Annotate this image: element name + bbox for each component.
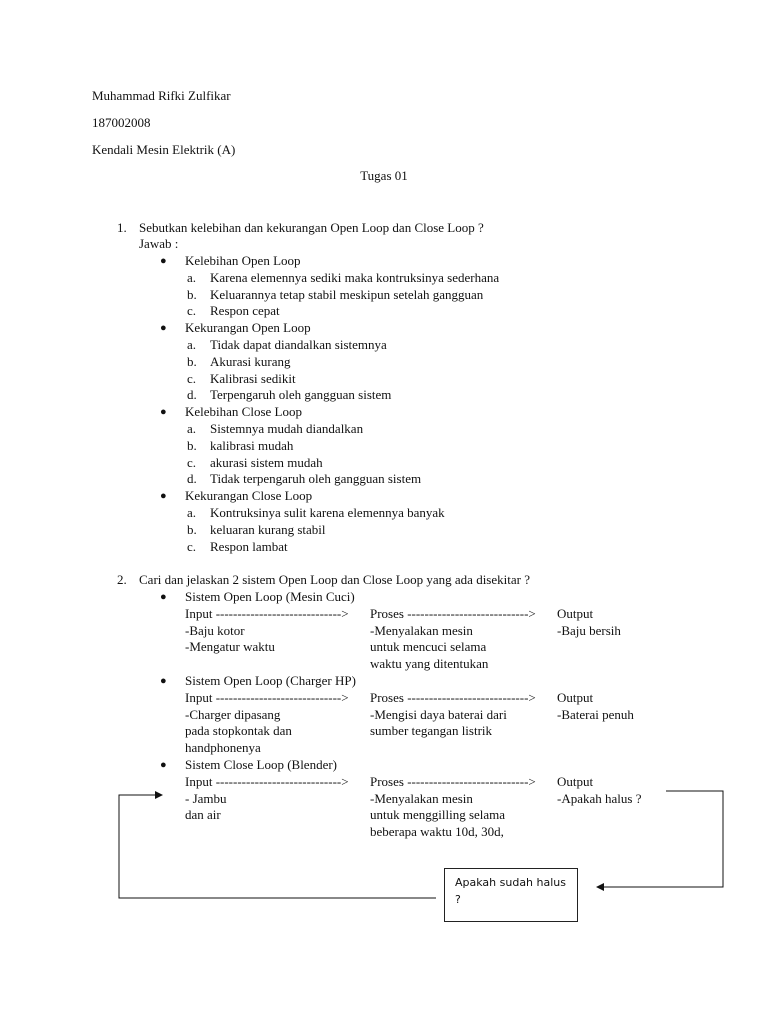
item-letter: a. [187,337,197,352]
item-letter: c. [187,538,197,554]
item-letter: c. [187,303,197,319]
document-title: Tugas 01 [360,168,408,183]
flow-input-label: Input -----------------------------> [185,605,349,621]
list-item: kalibrasi mudah [210,437,294,453]
flow-output-label: Output [557,605,594,621]
item-letter: b. [187,353,197,369]
section-title: Kelebihan Close Loop [185,404,302,420]
proses-text: untuk mencuci selama [370,639,487,655]
q1-answer-label: Jawab : [139,236,179,251]
input-text: - Jambu [185,790,227,806]
list-item: Kontruksinya sulit karena elemennya banyak [210,505,445,520]
course-name: Kendali Mesin Elektrik (A) [92,142,236,157]
proses-text: sumber tegangan listrik [370,723,493,739]
bullet-icon: ● [160,322,167,335]
item-letter: b. [187,521,197,537]
flow-proses-label: Proses ----------------------------> [370,773,536,789]
flow-input-label: Input -----------------------------> [185,689,349,705]
system-title: Sistem Open Loop (Mesin Cuci) [185,589,355,604]
list-item: Akurasi kurang [210,353,291,369]
feedback-line-left [119,795,436,898]
list-item: Tidak dapat diandalkan sistemnya [210,337,387,352]
item-letter: d. [187,471,197,487]
proses-text: beberapa waktu 10d, 30d, [370,824,504,840]
bullet-icon: ● [160,759,167,771]
flow-proses-label: Proses ----------------------------> [370,605,536,621]
bullet-icon: ● [160,406,167,419]
student-id: 187002008 [92,115,151,130]
q2-question: Cari dan jelaskan 2 sistem Open Loop dan Close Loop yang ada disekitar ? [139,572,530,587]
list-item: Sistemnya mudah diandalkan [210,421,364,436]
list-item: Tidak terpengaruh oleh gangguan sistem [210,471,422,487]
flow-output-label: Output [557,689,594,705]
flow-proses-label: Proses ----------------------------> [370,689,536,705]
item-letter: b. [187,286,197,302]
list-item: keluaran kurang stabil [210,521,326,537]
list-item: Kalibrasi sedikit [210,370,296,386]
input-text: handphonenya [185,740,261,756]
bullet-icon: ● [160,675,167,687]
bullet-icon: ● [160,490,167,503]
input-text: pada stopkontak dan [185,723,292,739]
feedback-line-right [597,791,723,887]
section-title: Kekurangan Close Loop [185,488,313,504]
output-text: -Apakah halus ? [557,790,642,806]
proses-text: -Menyalakan mesin [370,622,473,638]
item-letter: c. [187,370,197,386]
list-item: Respon cepat [210,303,280,319]
q2-number: 2. [117,572,127,587]
item-letter: b. [187,437,197,453]
input-text: -Mengatur waktu [185,639,275,655]
output-text: -Baterai penuh [557,706,634,722]
proses-text: -Menyalakan mesin [370,790,473,806]
author-name: Muhammad Rifki Zulfikar [92,88,231,103]
input-text: -Charger dipasang [185,706,281,722]
list-item: akurasi sistem mudah [210,454,323,470]
proses-text: untuk menggilling selama [370,807,506,823]
input-text: dan air [185,807,221,823]
flow-output-label: Output [557,773,594,789]
item-letter: a. [187,269,197,285]
bullet-icon: ● [160,591,167,603]
system-title: Sistem Close Loop (Blender) [185,757,338,772]
feedback-box: Apakah sudah halus ? [444,868,578,922]
item-letter: d. [187,387,197,403]
output-text: -Baju bersih [557,622,621,638]
q1-question: Sebutkan kelebihan dan kekurangan Open Loop dan Close Loop ? [139,220,484,235]
item-letter: a. [187,505,197,520]
flow-input-label: Input -----------------------------> [185,773,349,789]
system-title: Sistem Open Loop (Charger HP) [185,673,356,688]
input-text: -Baju kotor [185,622,245,638]
item-letter: c. [187,454,197,470]
bullet-icon: ● [160,255,167,267]
proses-text: -Mengisi daya baterai dari [370,706,507,722]
list-item: Keluarannya tetap stabil meskipun setelah gangguan [210,286,484,302]
list-item: Terpengaruh oleh gangguan sistem [210,387,392,403]
section-title: Kekurangan Open Loop [185,320,311,336]
list-item: Karena elemennya sediki maka kontruksinya sederhana [210,269,500,285]
proses-text: waktu yang ditentukan [370,656,489,672]
section-title: Kelebihan Open Loop [185,253,301,268]
q1-number: 1. [117,220,127,235]
item-letter: a. [187,421,197,436]
list-item: Respon lambat [210,538,288,554]
